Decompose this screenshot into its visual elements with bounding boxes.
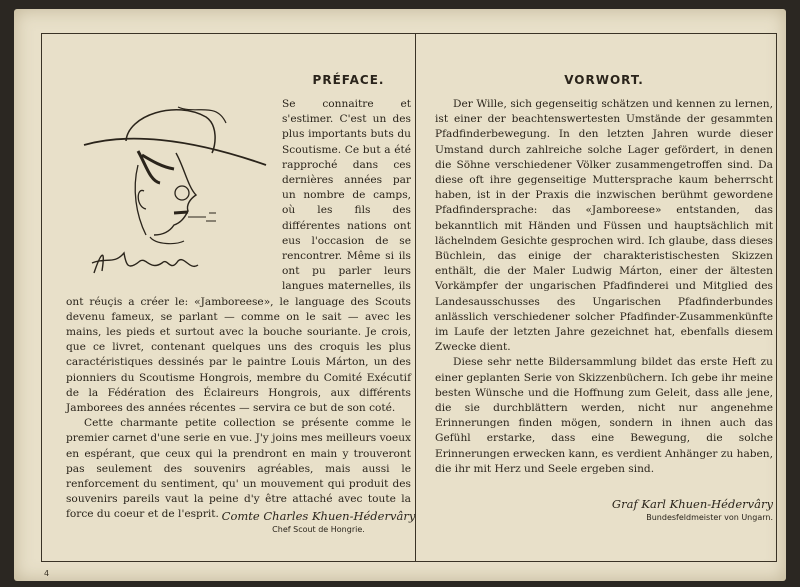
preface-body (66, 97, 411, 523)
page-number: 4 (44, 569, 50, 578)
vorwort-signature: Graf Karl Khuen-Hédervâry (611, 497, 773, 511)
preface-title: PRÉFACE. (312, 73, 385, 87)
vorwort-body (435, 97, 773, 477)
vorwort-column-german (435, 67, 773, 537)
vorwort-paragraph-2: Diese sehr nette Bildersammlung bildet das erste Heft zu einer geplanten Serie von Skizzenbüchern. Ich gebe ihr meine besten Wünsche und die Hoffnung zum Geleit, dass alle jene, die sie durchblättern werden, nicht nur angenehme Erinnerungen finden mögen, sondern in ihnen auch das Gefühl erstarke, dass eine Bewegung, die solche Erinnerungen erwecken kann, es verdient Anhänger zu haben, die ihr mit Herz und Seele ergeben sind. (435, 356, 773, 475)
vorwort-paragraph-1: Der Wille, sich gegenseitig schätzen und kennen zu lernen, ist einer der beachtenswertesten Umstände der gesammten Pfadfinderbewegung. In den letzten Jahren wurde dieser Umstand durch zahlreiche solche Lager gefördert, in denen die Söhne verschiedener Völker zusammengetroffen sind. Da diese oft ihre gegenseitige Muttersprache kaum beherrscht haben, ist in der Praxis die inzwischen berühmt gewordene Pfadfindersprache: das «Jamboreese» entstanden, das bekanntlich mit Händen und Füssen und hauptsächlich mit lächelndem Gesichte gesprochen wird. Ich glaube, dass dieses Büchlein, das einige der charakteristischesten Skizzen enthält, die der Maler Ludwig Márton, einer der ältesten Vorkämpfer der ungarischen Pfadfinderei und Mitglied des Landesausschusses des Ungarischen Pfadfinderbundes anlässlich verschiedener solcher Pfadfinder-Zusammenkünfte im Laufe der letzten Jahre gezeichnet hat, ebenfalls diesem Zwecke dient. (435, 98, 773, 354)
preface-signature-block (216, 509, 421, 534)
preface-signature: Comte Charles Khuen-Hédervâry (221, 509, 416, 523)
vorwort-signature-role: Bundesfeldmeister von Ungarn. (646, 513, 773, 522)
preface-signature-role: Chef Scout de Hongrie. (272, 525, 365, 534)
column-divider (415, 33, 416, 562)
vorwort-title: VORWORT. (564, 73, 644, 87)
book-page (14, 9, 786, 581)
preface-paragraph-2: Cette charmante petite collection se présente comme le premier carnet d'une serie en vue. J'y joins mes meilleurs voeux en espérant, que ceux qui la prendront en main y trouveront pas seulement des souvenirs agréables, mais aussi le renforcement du sentiment, qu' un mouvement qui produit des souvenirs pareils vaut la peine d'y être attaché avec toute la force du coeur et de l'esprit. (66, 417, 411, 521)
scout-portrait-sketch (66, 95, 276, 280)
preface-column-french (66, 67, 416, 537)
preface-paragraph-1: Se connaitre et s'estimer. C'est un des plus importants buts du Scoutisme. Ce but a été rapproché dans ces dernières années par un nombre de camps, où les fils des différentes nations ont eus l'occasion de se rencontrer. Même si ils ont pu parler leurs langues maternelles, ils ont réuçis a créer le: «Jamboreese», le language des Scouts devenu fameux, se parlant — comme on le sait — avec les mains, les pieds et surtout avec la bouche souriante. Je crois, que ce livret, contenant quelques uns des croquis les plus caractéristiques dessinés par le paintre Louis Márton, un des pionniers du Scoutisme Hongrois, membre du Comité Exécutif de la Fédération des Éclaireurs Hongrois, aux différents Jamborees des années récentes — servira ce but de son coté. (66, 98, 411, 415)
vorwort-signature-block (585, 497, 773, 522)
